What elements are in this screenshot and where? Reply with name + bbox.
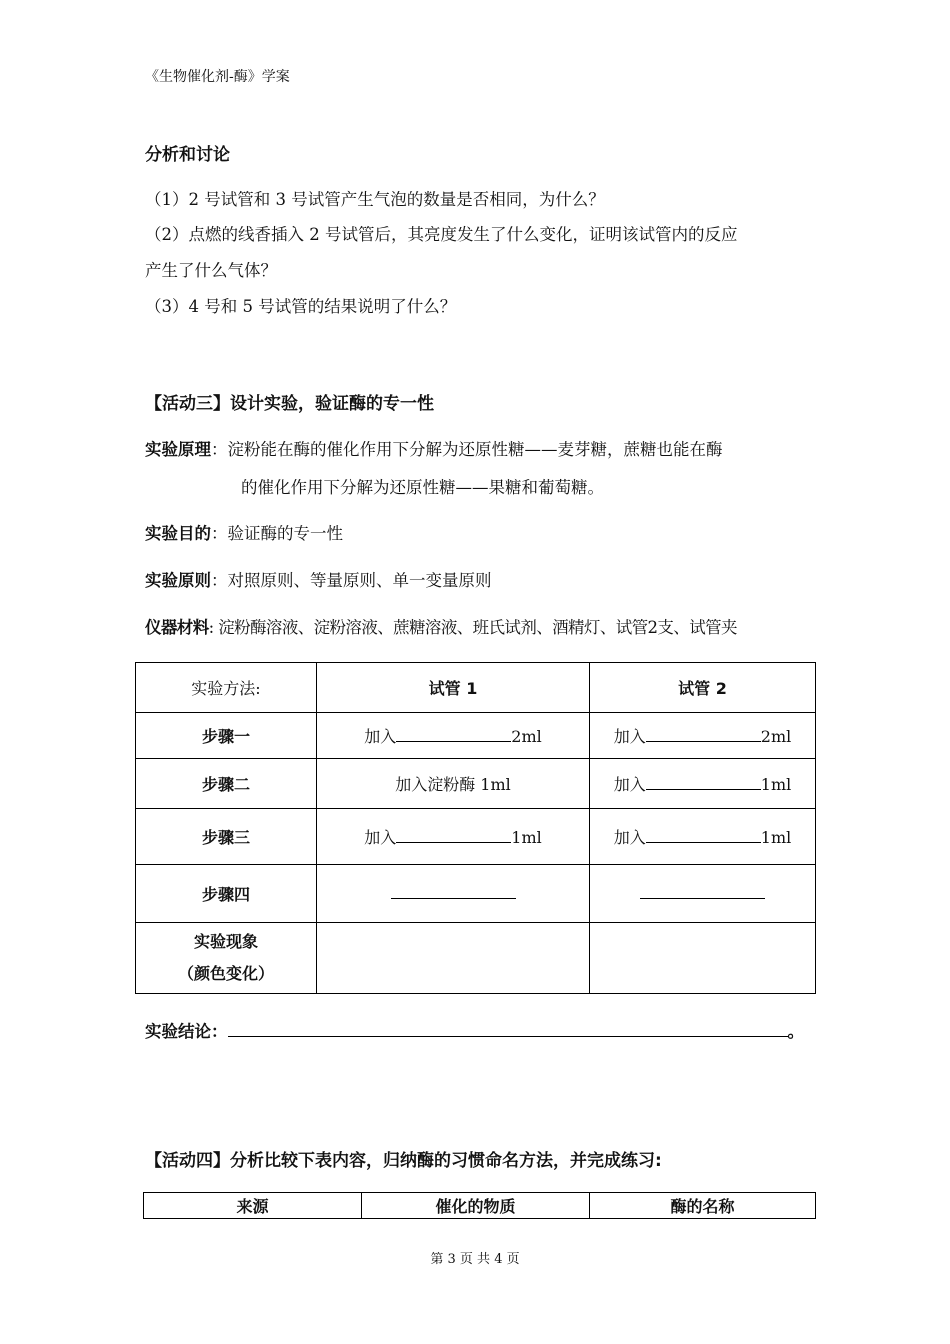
header-tube-2: 试管 2 (590, 663, 816, 713)
step-1-tube-2: 加入 2ml (590, 713, 816, 759)
header-source: 来源 (144, 1193, 362, 1219)
fill-blank[interactable] (396, 828, 511, 843)
analysis-heading: 分析和讨论 (145, 145, 230, 165)
header-tube-1: 试管 1 (317, 663, 590, 713)
purpose-line (145, 522, 343, 546)
table-header-row (136, 663, 816, 713)
fill-blank[interactable] (396, 727, 511, 742)
materials-label: 仪器材料 (145, 618, 209, 637)
question-3: （3）4 号和 5 号试管的结果说明了什么？ (145, 297, 457, 316)
page-footer: 第 3 页 共 4 页 (430, 1252, 520, 1267)
page-header: 《生物催化剂-酶》学案 (145, 69, 290, 85)
table-row (136, 865, 816, 923)
conclusion-label: 实验结论： (145, 1022, 228, 1041)
table-header-row (144, 1193, 816, 1219)
step-1-label: 步骤一 (136, 713, 317, 759)
phenomenon-label: 实验现象 （颜色变化） (136, 923, 317, 994)
naming-table (143, 1192, 816, 1219)
rule-label: 实验原则 (145, 571, 211, 590)
experiment-table (135, 662, 816, 994)
materials-line (145, 616, 737, 640)
header-method: 实验方法: (136, 663, 317, 713)
fill-blank[interactable] (640, 884, 765, 899)
step-4-tube-2 (590, 865, 816, 923)
fill-blank[interactable] (646, 775, 761, 790)
step-3-tube-2: 加入 1ml (590, 809, 816, 865)
step-3-tube-1: 加入 1ml (317, 809, 590, 865)
principle-text: ：淀粉能在酶的催化作用下分解为还原性糖——麦芽糖，蔗糖也能在酶 (211, 440, 723, 459)
activity3-heading: 【活动三】设计实验，验证酶的专一性 (145, 394, 434, 414)
rule-line (145, 569, 492, 593)
step-1-tube-1: 加入 2ml (317, 713, 590, 759)
step-4-label: 步骤四 (136, 865, 317, 923)
step-3-label: 步骤三 (136, 809, 317, 865)
principle-line-1 (145, 438, 723, 462)
header-enzyme-name: 酶的名称 (590, 1193, 816, 1219)
principle-label: 实验原理 (145, 440, 211, 459)
rule-text: ：对照原则、等量原则、单一变量原则 (211, 571, 492, 590)
table-row (136, 759, 816, 809)
table-row (136, 923, 816, 994)
conclusion-end: 。 (787, 1022, 804, 1041)
fill-blank[interactable] (391, 884, 516, 899)
step-2-tube-1: 加入淀粉酶 1ml (317, 759, 590, 809)
table-row (136, 713, 816, 759)
step-4-tube-1 (317, 865, 590, 923)
materials-text: : 淀粉酶溶液、淀粉溶液、蔗糖溶液、班氏试剂、酒精灯、试管2支、试管夹 (208, 618, 737, 637)
conclusion-blank[interactable] (228, 1020, 788, 1037)
fill-blank[interactable] (646, 727, 761, 742)
question-2-line-1: （2）点燃的线香插入 2 号试管后，其亮度发生了什么变化，证明该试管内的反应 (145, 225, 738, 244)
fill-blank[interactable] (646, 828, 761, 843)
purpose-label: 实验目的 (145, 524, 211, 543)
step-2-label: 步骤二 (136, 759, 317, 809)
conclusion-line (145, 1020, 804, 1044)
step-2-tube-2: 加入 1ml (590, 759, 816, 809)
activity4-heading: 【活动四】分析比较下表内容，归纳酶的习惯命名方法，并完成练习: (145, 1151, 662, 1171)
phenomenon-tube-1[interactable] (317, 923, 590, 994)
purpose-text: ：验证酶的专一性 (211, 524, 343, 543)
question-1: （1）2 号试管和 3 号试管产生气泡的数量是否相同，为什么？ (145, 190, 605, 209)
question-2-line-2: 产生了什么气体？ (145, 261, 277, 280)
header-substrate: 催化的物质 (362, 1193, 590, 1219)
principle-line-2: 的催化作用下分解为还原性糖——果糖和葡萄糖。 (241, 478, 604, 497)
phenomenon-tube-2[interactable] (590, 923, 816, 994)
table-row (136, 809, 816, 865)
